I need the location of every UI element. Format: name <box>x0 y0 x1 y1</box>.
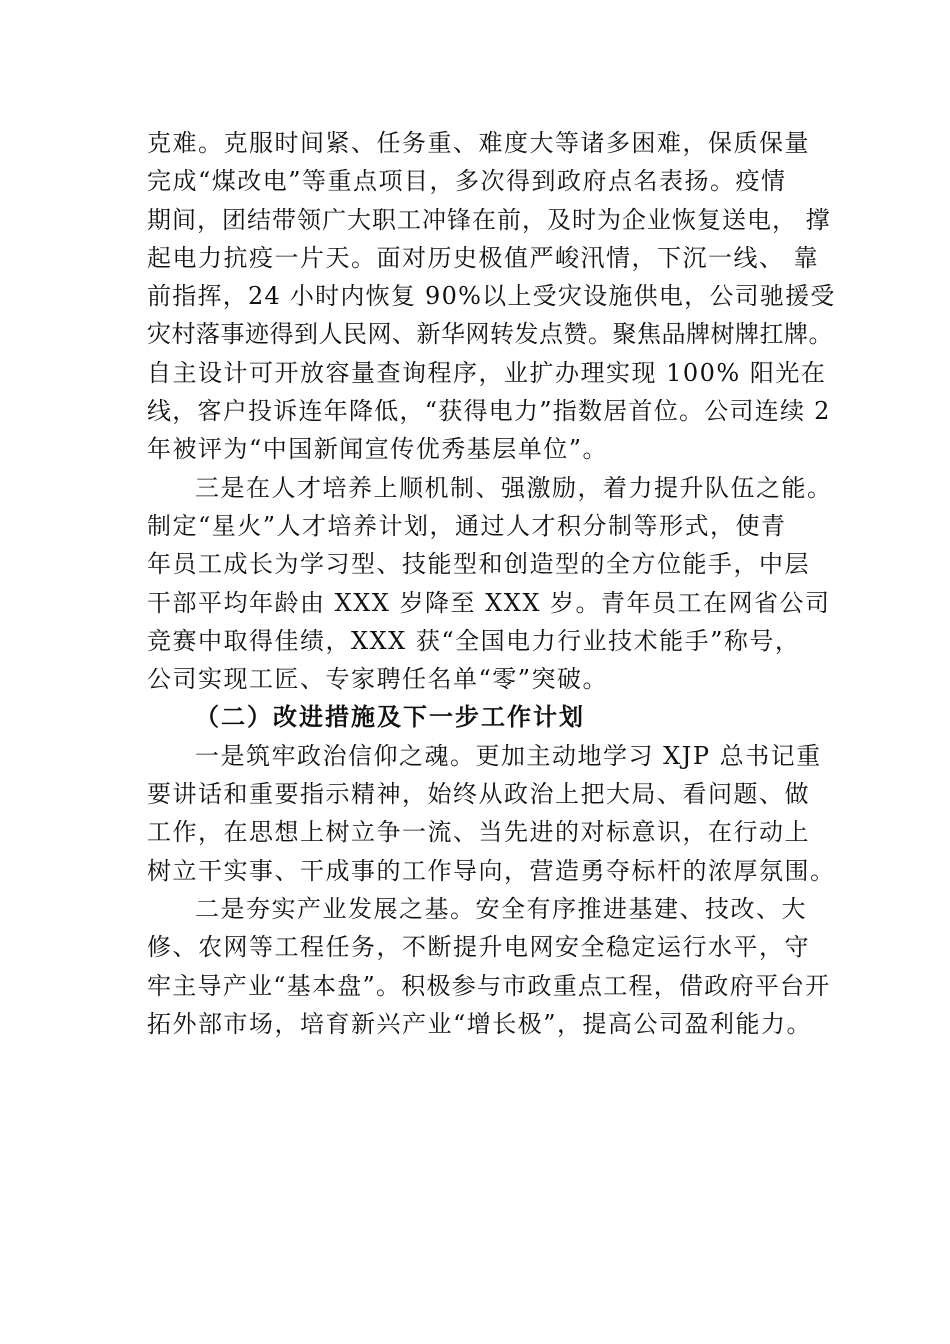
text-line: 年员工成长为学习型、技能型和创造型的全方位能手，中层 <box>147 550 810 579</box>
text-line: 起电力抗疫一片天。面对历史极值严峻汛情，下沉一线、 靠 <box>147 243 820 272</box>
text-line: 年被评为“中国新闻宣传优秀基层单位”。 <box>147 435 609 464</box>
text-line: 期间，团结带领广大职工冲锋在前，及时为企业恢复送电， 撑 <box>147 205 831 234</box>
text-line: 干部平均年龄由 XXX 岁降至 XXX 岁。青年员工在网省公司 <box>147 588 831 617</box>
text-line: 克难。克服时间紧、任务重、难度大等诸多困难，保质保量 <box>147 129 810 157</box>
text-line: 工作，在思想上树立争一流、当先进的对标意识，在行动上 <box>147 818 810 847</box>
text-line: 完成“煤改电”等重点项目，多次得到政府点名表扬。疫情 <box>147 167 787 196</box>
text-line: 树立干实事、干成事的工作导向，营造勇夺标杆的浓厚氛围。 <box>147 856 836 885</box>
text-line: 灾村落事迹得到人民网、新华网转发点赞。聚焦品牌树牌扛牌。 <box>147 320 833 349</box>
document-body <box>147 124 837 1043</box>
paragraph-start-line: 一是筑牢政治信仰之魂。更加主动地学习 XJP 总书记重 <box>195 741 822 770</box>
text-line: 牢主导产业“基本盘”。积极参与市政重点工程，借政府平台开 <box>147 971 831 1000</box>
text-line: 竞赛中取得佳绩，XXX 获“全国电力行业技术能手”称号， <box>147 626 801 655</box>
text-line: 拓外部市场，培育新兴产业“增长极”，提高公司盈利能力。 <box>147 1009 813 1038</box>
text-line: 要讲话和重要指示精神，始终从政治上把大局、看问题、做 <box>147 780 810 809</box>
text-line: 制定“星火”人才培养计划，通过人才积分制等形式，使青 <box>147 511 787 540</box>
text-line: 自主设计可开放容量查询程序，业扩办理实现 100% 阳光在 <box>147 358 827 387</box>
text-line: 修、农网等工程任务，不断提升电网安全稳定运行水平，守 <box>147 933 810 962</box>
text-line: 线，客户投诉连年降低，“获得电力”指数居首位。公司连续 2 <box>147 397 831 426</box>
text-line: 前指挥，24 小时内恢复 90%以上受灾设施供电，公司驰援受 <box>147 282 836 311</box>
section-heading: （二）改进措施及下一步工作计划 <box>195 703 585 732</box>
paragraph-start-line: 三是在人才培养上顺机制、强激励，着力提升队伍之能。 <box>195 473 833 502</box>
text-line: 公司实现工匠、专家聘任名单“零”突破。 <box>147 665 609 694</box>
paragraph-start-line: 二是夯实产业发展之基。安全有序推进基建、技改、大 <box>195 894 807 923</box>
